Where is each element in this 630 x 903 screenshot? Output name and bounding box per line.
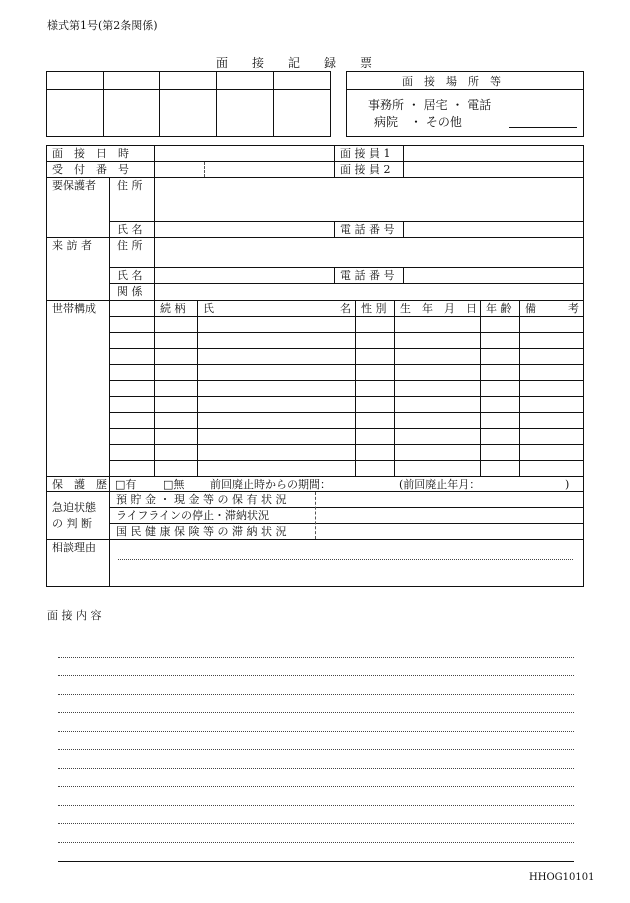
label-phone: 電 話 番 号	[340, 269, 395, 282]
col-sex: 性 別	[361, 302, 387, 315]
label-protection-history: 保 護 歴	[52, 478, 107, 491]
col-note-a: 備	[525, 302, 536, 315]
label-urgency-1: 急迫状態	[52, 501, 96, 514]
col-note-b: 考	[568, 302, 579, 315]
label-reception-number: 受 付 番 号	[52, 163, 129, 176]
label-relation: 関 係	[117, 285, 143, 298]
contents-line[interactable]	[58, 823, 574, 824]
col-given-name: 名	[340, 302, 351, 315]
reason-line[interactable]	[118, 559, 573, 560]
col-surname: 氏	[203, 302, 214, 315]
label-phone: 電 話 番 号	[340, 223, 395, 236]
label-name: 氏 名	[117, 223, 143, 236]
contents-line[interactable]	[58, 675, 574, 676]
other-place-field[interactable]	[509, 127, 577, 128]
place-options-line1[interactable]: 事務所 ・ 居宅 ・ 電話	[368, 98, 492, 112]
contents-line[interactable]	[58, 805, 574, 806]
stamp-cell[interactable]	[275, 91, 329, 135]
label-period: 前回廃止時からの期間：	[210, 478, 331, 491]
label-visitor: 来 訪 者	[52, 239, 92, 252]
place-options-line2[interactable]: 病院 ・ その他	[374, 115, 462, 129]
contents-bottom-rule	[58, 861, 574, 862]
label-lifeline: ライフラインの停止・滞納状況	[116, 509, 270, 522]
contents-line[interactable]	[58, 731, 574, 732]
contents-line[interactable]	[58, 657, 574, 658]
label-interview-datetime: 面 接 日 時	[52, 147, 129, 160]
label-household: 世帯構成	[52, 302, 96, 315]
col-relation: 続 柄	[160, 302, 186, 315]
label-prev-date: (前回廃止年月：	[399, 478, 481, 491]
label-urgency-2: の 判 断	[52, 517, 92, 530]
contents-line[interactable]	[58, 749, 574, 750]
stamp-cell[interactable]	[161, 91, 213, 135]
label-address: 住 所	[117, 239, 143, 252]
contents-line[interactable]	[58, 842, 574, 843]
label-prev-close: )	[565, 478, 570, 491]
contents-line[interactable]	[58, 712, 574, 713]
label-insurance: 国 民 健 康 保 険 等 の 滞 納 状 況	[116, 525, 287, 538]
stamp-cell[interactable]	[218, 91, 270, 135]
label-interviewer-2: 面 接 員 2	[340, 163, 391, 176]
label-interviewer-1: 面 接 員 1	[340, 147, 391, 160]
contents-line[interactable]	[58, 694, 574, 695]
label-name: 氏 名	[117, 269, 143, 282]
page-title: 面 接 記 録 票	[216, 56, 373, 70]
label-savings: 預 貯 金 ・ 現 金 等 の 保 有 状 況	[116, 493, 287, 506]
label-protected-person: 要保護者	[52, 179, 96, 192]
place-heading: 面 接 場 所 等	[402, 75, 501, 88]
stamp-cell[interactable]	[48, 91, 100, 135]
form-number-note: 様式第1号(第2条関係)	[47, 19, 158, 32]
label-consultation-reason: 相談理由	[52, 541, 96, 554]
checkbox-yes[interactable]: □有	[115, 478, 137, 491]
form-code: HHOG10101	[529, 872, 595, 883]
contents-line[interactable]	[58, 786, 574, 787]
checkbox-no[interactable]: □無	[163, 478, 185, 491]
col-age: 年 齢	[486, 302, 512, 315]
interview-contents-heading: 面 接 内 容	[47, 609, 102, 622]
stamp-cell[interactable]	[105, 91, 157, 135]
col-birth-date: 生 年 月 日	[400, 302, 477, 315]
label-address: 住 所	[117, 179, 143, 192]
contents-line[interactable]	[58, 768, 574, 769]
